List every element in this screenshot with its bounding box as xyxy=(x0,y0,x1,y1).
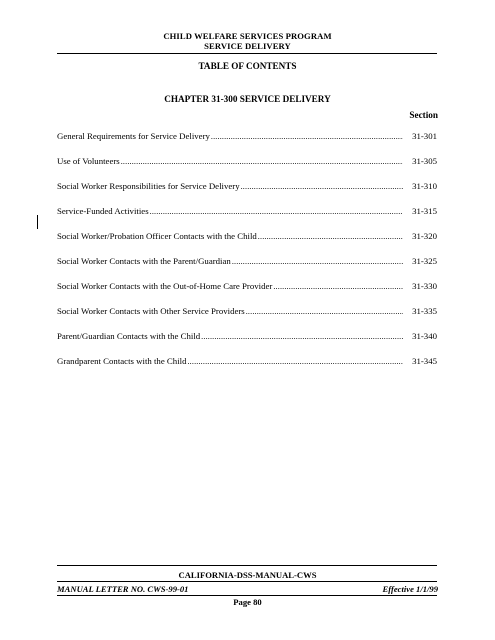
toc-entry-title: Social Worker Contacts with Other Service Providers xyxy=(57,306,245,316)
toc-entry-title: Social Worker/Probation Officer Contacts with the Child xyxy=(57,231,257,241)
toc-entry-title: Social Worker Contacts with the Out-of-Home Care Provider xyxy=(57,281,273,291)
program-subtitle: SERVICE DELIVERY xyxy=(204,41,291,51)
toc-entry-title: Social Worker Contacts with the Parent/Guardian xyxy=(57,256,231,266)
manual-name: CALIFORNIA-DSS-MANUAL-CWS xyxy=(178,570,317,580)
toc-entry-title: Use of Volunteers xyxy=(57,156,120,166)
toc-entry-title: Parent/Guardian Contacts with the Child xyxy=(57,331,201,341)
toc-entry-section: 31-315 xyxy=(412,206,437,216)
toc-entry-title: General Requirements for Service Delivery xyxy=(57,131,210,141)
toc-entry xyxy=(57,305,437,330)
dot-leader xyxy=(121,156,403,168)
toc-entry xyxy=(57,130,437,155)
toc-entry xyxy=(57,280,437,305)
program-title: CHILD WELFARE SERVICES PROGRAM xyxy=(163,31,332,41)
page-number: Page 80 xyxy=(233,597,262,607)
toc-entry-section: 31-305 xyxy=(412,156,437,166)
toc-entry-title: Service-Funded Activities xyxy=(57,206,149,216)
dot-leader xyxy=(211,131,403,143)
dot-leader xyxy=(187,356,403,368)
dot-leader xyxy=(273,281,403,293)
dot-leader xyxy=(150,206,403,218)
toc-entry-section: 31-310 xyxy=(412,181,437,191)
revision-change-bar xyxy=(37,215,38,229)
toc-entry-section: 31-335 xyxy=(412,306,437,316)
footer-rule-bottom xyxy=(57,595,437,596)
toc-entry xyxy=(57,205,437,230)
toc-entry xyxy=(57,355,437,380)
toc-heading: TABLE OF CONTENTS xyxy=(198,61,297,71)
toc-entry-section: 31-320 xyxy=(412,231,437,241)
toc-list xyxy=(57,130,437,380)
header-rule xyxy=(57,53,437,54)
toc-entry-section: 31-340 xyxy=(412,331,437,341)
footer-rule-top xyxy=(57,565,437,566)
toc-entry-section: 31-345 xyxy=(412,356,437,366)
dot-leader xyxy=(201,331,403,343)
toc-entry xyxy=(57,230,437,255)
dot-leader xyxy=(232,256,403,268)
toc-entry-title: Grandparent Contacts with the Child xyxy=(57,356,187,366)
toc-entry-section: 31-330 xyxy=(412,281,437,291)
section-column-label: Section xyxy=(409,110,438,120)
toc-entry-section: 31-301 xyxy=(412,131,437,141)
dot-leader xyxy=(246,306,403,318)
footer-rule-middle xyxy=(57,581,437,582)
toc-entry xyxy=(57,330,437,355)
manual-letter: MANUAL LETTER NO. CWS-99-01 xyxy=(57,584,189,594)
dot-leader xyxy=(241,181,403,193)
toc-entry xyxy=(57,155,437,180)
toc-entry xyxy=(57,180,437,205)
chapter-heading: CHAPTER 31-300 SERVICE DELIVERY xyxy=(164,94,331,104)
effective-date: Effective 1/1/99 xyxy=(382,584,438,594)
dot-leader xyxy=(258,231,403,243)
toc-entry-title: Social Worker Responsibilities for Service Delivery xyxy=(57,181,240,191)
toc-entry-section: 31-325 xyxy=(412,256,437,266)
toc-entry xyxy=(57,255,437,280)
